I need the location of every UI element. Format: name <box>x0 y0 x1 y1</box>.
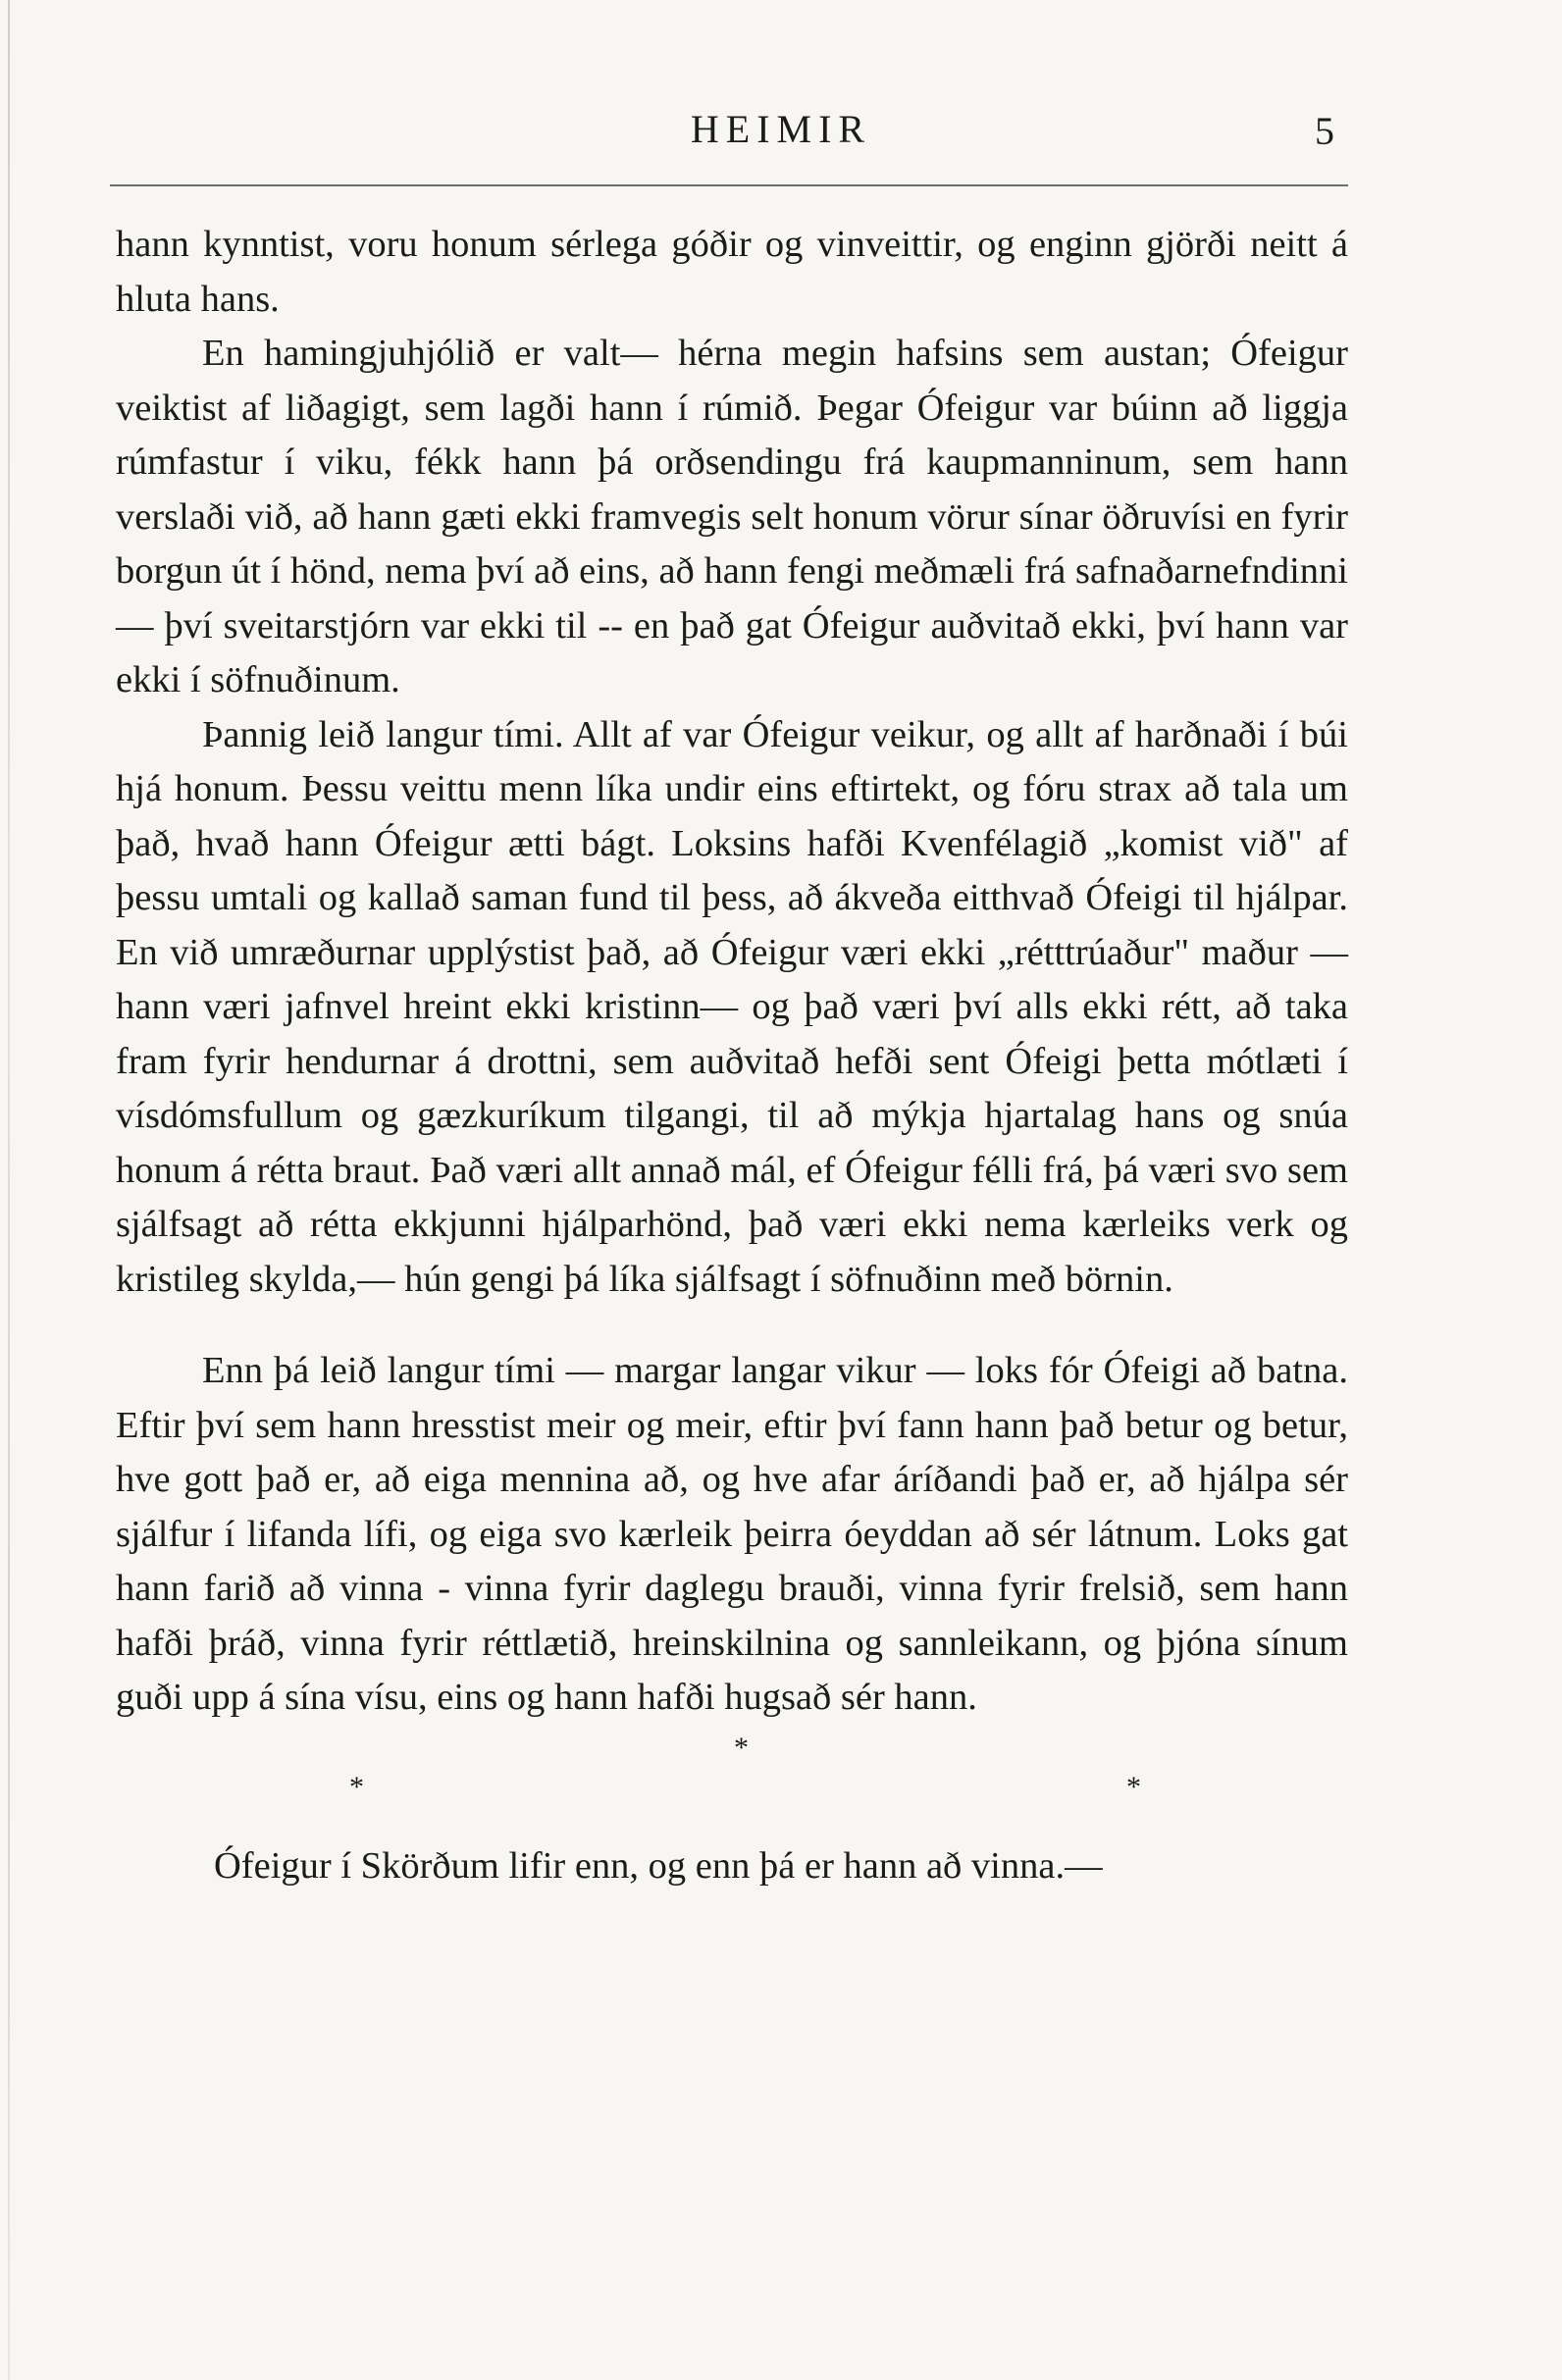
page-number: 5 <box>1315 109 1334 153</box>
paragraph: Þannig leið langur tími. Allt af var Ófeigur veikur, og allt af harðnaði í búi hjá honum. Þessu veittu menn líka undir eins eftirtekt, og fóru strax að tala um það, hvað hann Ófeigur ætti bágt. Loksins hafði Kvenfélagið „komist við" af þessu umtali og kallað saman fund til þess, að ákveða eitthvað Ófeigi til hjálpar. En við umræðurnar upplýstist það, að Ófeigur væri ekki „rétttrúaður" maður — hann væri jafnvel hreint ekki kristinn— og það væri því alls ekki rétt, að taka fram fyrir hendurnar á drottni, sem auðvitað hefði sent Ófeigi þetta mótlæti í vísdómsfullum og gæzkuríkum tilgangi, til að mýkja hjartalag hans og snúa honum á rétta braut. Það væri allt annað mál, ef Ófeigur félli frá, þá væri svo sem sjálfsagt að rétta ekkjunni hjálparhönd, það væri ekki nema kærleiks verk og kristileg skylda,— hún gengi þá líka sjálfsagt í söfnuðinn með börnin. <box>116 713 1348 1300</box>
body-text <box>116 218 1348 1893</box>
paragraph: En hamingjuhjólið er valt— hérna megin hafsins sem austan; Ófeigur veiktist af liðagigt, sem lagði hann í rúmið. Þegar Ófeigur var búinn að liggja rúmfastur í viku, fékk hann þá orðsendingu frá kaupmanninum, sem hann verslaði við, að hann gæti ekki framvegis selt honum vörur sínar öðruvísi en fyrir borgun út í hönd, nema því að eins, að hann fengi meðmæli frá safnaðarnefndinni — því sveitarstjórn var ekki til -- en það gat Ófeigur auðvitað ekki, því hann var ekki í söfnuðinum. <box>116 333 1348 700</box>
paragraph-continued: hann kynntist, voru honum sérlega góðir og vinveittir, og enginn gjörði neitt á hluta hans. <box>116 224 1348 320</box>
asterisk: * <box>1126 1770 1141 1803</box>
page-edge <box>8 0 10 2380</box>
asterisk: * <box>349 1770 364 1803</box>
paragraph: Enn þá leið langur tími — margar langar vikur — loks fór Ófeigi að batna. Eftir því sem hann hresstist meir og meir, eftir því fann hann það betur og betur, hve gott það er, að eiga mennina að, og hve afar áríðandi það er, að hjálpa sér sjálfur í lifanda lífi, og eiga svo kærleik þeirra óeyddan að sér látnum. Loks gat hann farið að vinna - vinna fyrir daglegu brauði, vinna fyrir frelsið, sem hann hafði þráð, vinna fyrir réttlætið, hreinskilnina og sannleikann, og þjóna sínum guði upp á sína vísu, eins og hann hafði hugsað sér hann. <box>116 1350 1348 1718</box>
section-break-asterism <box>116 1733 1348 1839</box>
running-title: HEIMIR <box>690 107 872 151</box>
closing-line: Ófeigur í Skörðum lifir enn, og enn þá er hann að vinna.— <box>214 1844 1103 1887</box>
header-rule <box>110 184 1348 186</box>
running-head <box>0 106 1562 165</box>
asterisk: * <box>734 1731 749 1764</box>
